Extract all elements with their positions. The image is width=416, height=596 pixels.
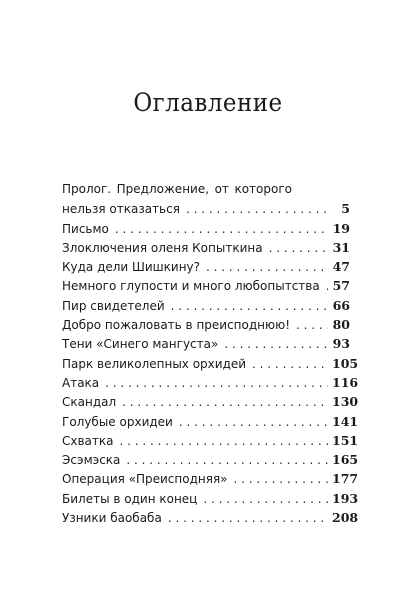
toc-entry bbox=[62, 238, 350, 257]
toc-entry-title: Схватка bbox=[62, 433, 114, 448]
toc-entry-page: 165 bbox=[332, 452, 359, 468]
toc-entry bbox=[62, 354, 359, 373]
dot-leader bbox=[122, 393, 328, 412]
dot-leader bbox=[168, 509, 328, 528]
toc-entry-title: Эсэмэска bbox=[62, 453, 121, 468]
dot-leader bbox=[203, 490, 328, 509]
toc-entry bbox=[62, 373, 359, 392]
toc-entry bbox=[62, 334, 350, 353]
toc-entry bbox=[62, 219, 350, 238]
dot-leader bbox=[186, 200, 328, 219]
toc-entry-page: 208 bbox=[332, 510, 359, 526]
dot-leader bbox=[105, 374, 328, 393]
toc-entry bbox=[62, 392, 359, 411]
toc-entry bbox=[62, 257, 350, 276]
toc-entry bbox=[62, 450, 359, 469]
toc-entry-title: Письмо bbox=[62, 221, 109, 236]
toc-entry bbox=[62, 508, 359, 527]
dot-leader bbox=[126, 451, 328, 470]
toc-entry-page: 141 bbox=[332, 413, 359, 429]
dot-leader bbox=[206, 258, 328, 277]
toc-entry-page: 193 bbox=[332, 490, 359, 506]
toc-entry-page: 151 bbox=[332, 432, 359, 448]
toc-entry-title: Пир свидетелей bbox=[62, 298, 165, 313]
toc-entry-title: Парк великолепных орхидей bbox=[62, 356, 247, 371]
toc-entry-page: 93 bbox=[332, 336, 350, 352]
toc-entry-page: 130 bbox=[332, 394, 359, 410]
toc-entry bbox=[62, 315, 350, 334]
toc-entry-title: Скандал bbox=[62, 395, 117, 410]
dot-leader bbox=[115, 220, 328, 239]
toc-entry-page: 31 bbox=[332, 239, 350, 255]
toc-entry-title: Куда дели Шишкину? bbox=[62, 260, 201, 275]
toc-entry bbox=[62, 296, 350, 315]
toc-entry bbox=[62, 276, 350, 295]
table-of-contents bbox=[62, 180, 359, 527]
dot-leader bbox=[179, 413, 328, 432]
toc-entry-title: Билеты в один конец bbox=[62, 491, 198, 506]
toc-entry-title: Атака bbox=[62, 375, 100, 390]
toc-entry-page: 116 bbox=[332, 374, 359, 390]
toc-entry-title: Голубые орхидеи bbox=[62, 414, 173, 429]
dot-leader bbox=[296, 316, 328, 335]
toc-entry-title: Злоключения оленя Копыткина bbox=[62, 240, 263, 255]
toc-entry-title: Добро пожаловать в преисподнюю! bbox=[62, 318, 291, 333]
dot-leader bbox=[171, 297, 328, 316]
toc-entry-title: Немного глупости и много любопытства bbox=[62, 279, 320, 294]
dot-leader bbox=[234, 470, 328, 489]
toc-entry-title-line1: Пролог. Предложение, от которого bbox=[62, 182, 292, 196]
dot-leader bbox=[120, 432, 329, 451]
toc-entry-title: Узники баобаба bbox=[62, 511, 162, 526]
toc-entry-page: 177 bbox=[332, 471, 359, 487]
toc-entry-page: 80 bbox=[332, 317, 350, 333]
toc-entry-page: 105 bbox=[332, 355, 359, 371]
toc-entry-page: 19 bbox=[332, 220, 350, 236]
toc-entry bbox=[62, 489, 359, 508]
toc-entry bbox=[62, 180, 350, 219]
dot-leader bbox=[252, 355, 328, 374]
dot-leader bbox=[326, 277, 328, 296]
toc-entry-page: 57 bbox=[332, 278, 350, 294]
toc-entry bbox=[62, 431, 359, 450]
dot-leader bbox=[224, 335, 328, 354]
toc-entry-page: 47 bbox=[332, 259, 350, 275]
dot-leader bbox=[269, 239, 328, 258]
toc-entry bbox=[62, 469, 359, 488]
toc-entry-title: нельзя отказаться bbox=[62, 202, 180, 217]
toc-entry-page: 5 bbox=[341, 201, 350, 217]
page-title: Оглавление bbox=[133, 88, 283, 117]
toc-entry bbox=[62, 412, 359, 431]
toc-entry-title: Операция «Преисподняя» bbox=[62, 472, 228, 487]
toc-entry-page: 66 bbox=[332, 297, 350, 313]
toc-entry-title: Тени «Синего мангуста» bbox=[62, 337, 219, 352]
